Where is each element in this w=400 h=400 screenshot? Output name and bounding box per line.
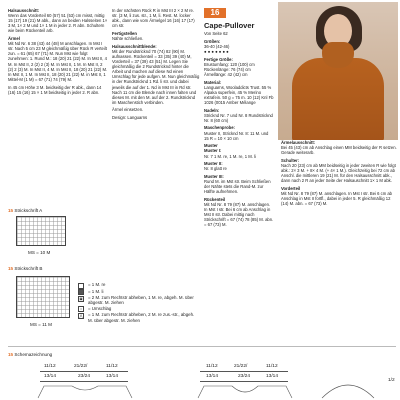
legend-item: ▣ = 2 M. zum Rechtstr abheben, 1 M. re, abgeh. M. über abgestr. M. ziehen [79, 295, 194, 306]
section-finishing: Fertigstellen Nähte schließen. [112, 30, 144, 42]
schema-line [200, 381, 288, 382]
yarn-over-symbol-icon: ○ [79, 307, 83, 312]
legend-item: = 1 M. re [78, 282, 198, 289]
schema-label: 13/14 [44, 374, 57, 379]
schema-label: 11/12 [44, 364, 56, 369]
section-sleeve-cont: In 45 cm Höhe 3 M. beidseitig der R abk., dann 14 (16) 15 (16) 15 × 1 M beidseitig in jeder 2. R abn. [8, 84, 102, 95]
divider [8, 346, 396, 347]
sweater-collar [322, 42, 354, 68]
chart-b-repeat: MS = 11 M [30, 322, 52, 327]
pattern-number: 16 [204, 8, 226, 18]
decrease-symbol-icon: ▣ [79, 296, 83, 301]
schema-label: 21/22/ [74, 364, 88, 369]
schema-label: 11/12 [206, 364, 218, 369]
design-credit: Design: Languarns [112, 115, 148, 121]
front-schema-outline [196, 384, 294, 400]
purl-symbol-icon [78, 289, 84, 295]
chart-a-repeat: MS = 10 M [28, 250, 51, 255]
chart-legend [78, 282, 198, 323]
legend-item: ⋀ = 1 M. zum Rechtstr abheben, 2 M. re zus.-str., abgeh. M. über abgestr. M. ziehen [79, 312, 195, 323]
section-neckline: Halsausschnitt: Wenn das Vorderteil 60 (57) 51 (53) cm misst, mittig 15 (17) 19 (21) M abk., dann an beiden Halsseiten 1× 3 M, 1× 2 M und 1× 1 M in jeder 2. R abn. Schultern wie beim Rückenteil arb. [8, 8, 108, 34]
section-sleeve: Ärmel Mit Nd Nr. 6 38 (43) 44 (48) M anschlagen. In Mst I str. Nach 5 cm 23 M gleichmäßig über Rück R verteilt zun. = 61 (65) 67 (71) M. Nun Mst wie folgt zunehmen: 1. Rund M.: 18 (20) 21 (22) M. In Mst II, 4 M. In Mst II, 2 (2) 2 (3) M. In Mst II, 1 M. In Mst II, 2 (2) 2 (3) M. In Mst II, 4 M. In Mst II, 18 (20) 21 (22) M. In Mst II, 1 M. In Mst II, 18 (20) 21 (22) M. in Mst II, 1 Mittel-M (1 M) = 67 (71) 74 (79) M. [8, 36, 108, 82]
text-column-2: In der nächsten Rück R in Mst III 2 × 2 M re. str. (3 M, li zus. str., 1 M, li. Rest. M. locker abk., dann wie vom Ärmelgel 16 (16) 17 (17) cm str. Fertigstellen Nähte schließen. Halsausschnittblende: Mit der Rundstricknd 70 (74) 82 (90) M. aufnassen. Rückenteil = 33 (35) 39 (40) M, Vorderteil = 37 (39) 43 (51) M. Legen Sie gleichmäßig die 2 Rundstricknd hinter die Arbeit und machen auf diese Nd einen Umschlag für jede aufgen. M. Nun gleichmäßig in der Rundstricknd 1 Rd. li str. und dabei jeweils die auf der 1. Nd in Mst III in Rd str. Nach 11 cm die Blende nach innen falten und dieses M. mit den M. auf der 2. Rundstricknd im Maschenstich verbinden. Ärmel einsetzen. Design: Languarns [112, 8, 200, 121]
schema-label: 13/14 [106, 374, 119, 379]
pattern-title: Cape-Pullover [204, 21, 255, 30]
model-photo [278, 2, 398, 140]
schema-title: 15 Schemazeichnung [8, 352, 53, 357]
text-column-4: Ärmelausschnitt: Bei 45 (43) cm ab Anschlag einen MM beidseitig der R setzen. Gerade weiterarb. Schulter: Nach 20 (23) cm ab MM beidseitig in jeder zweiten R wie folgt abk.: 2× 3 M. + 8× 4 M. (+ 4× 1 M.). Gleichzeitig bei 72 cm ab Anschl. die mittleren 19 (21) M. für den Halsausschnitt abk., dann nach 2 R an jeder Seite der Halsauschnitt 1× 1 M abk. Vorderteil Mit Nd Nr. 8 79 (87) M. anschlagen. In Mst I str. Bei 6 cm ab Anschlag in Mst II fortfl., dabei in jeder 5. R gleichmäßig 12 (14) M. abn. = 67 (73) M. [281, 140, 397, 207]
schema-side-label: 1/2 [388, 378, 395, 383]
schema-line [200, 371, 288, 372]
orange-sweater [292, 58, 384, 140]
text-column-1 [8, 8, 108, 97]
section-neckband: Halsausschnittblende: Mit der Rundstricknd 70 (74) 82 (90) M. aufnassen. Rückenteil = 33 (35) 39 (40) M, Vorderteil = 37 (39) 43 (51) M. Legen Sie gleichmäßig die 2 Rundstricknd hinter die Arbeit und machen auf diese Nd einen Umschlag für jede aufgen. M. Nun gleichmäßig in der Rundstricknd 1 Rd. li str. und dabei jeweils die auf der 1. Nd in Mst III in Rd str. Nach 11 cm die Blende nach innen falten und dieses M. mit den M. auf der 2. Rundstricknd im Maschenstich verbinden. [112, 43, 200, 105]
page-ref: Von Seite 62 [204, 31, 228, 36]
schema-label: 23/24 [238, 374, 251, 379]
back-schema-outline [36, 384, 134, 400]
chart-b-grid [16, 276, 70, 318]
chart-a-title: 15 Strickschrift A [8, 208, 43, 213]
knit-symbol-icon [78, 283, 84, 289]
double-decrease-symbol-icon: ⋀ [79, 313, 83, 318]
schema-label: 23/24 [78, 374, 91, 379]
schema-line [40, 381, 128, 382]
sleeve-schema-outline [318, 378, 378, 400]
schema-label: 11/12 [266, 364, 278, 369]
text-column-3: Von Seite 62 Größen: 36-40 (42-46) ● ● ● ● ● ● ● Fertige Größe: Brustumfang: 120 (100) cm Rückenlänge: 76 (74) cm Ärmellänge: 42 (42) cm Material: Languarns, Wooladdicts Trust. 55 % Alpaka superfein, 45 % Merino extrafein. 50 g = 75 m. 10 (12) Knl Fb 1026 (0015 Amber Mélange Nadeln: Stricknd Nr. 7 und Nr. 8 Rundstricknd Nr. 8 (60 cm) Maschenprobe: Muster II, Stricknd Nr. 8: 11 M. und 15 R = 10 × 10 cm Muster Muster I: Nr. 7 1 M. re, 1 M. re, 1 M. li Muster II: Nr. 8 glatt re Muster III: Rund M. im Mst str. Beim Schließen der Nähte stets die Rand-M. zur Hälfte aufnehmen. Rückenteil Mit Nd Nr. 8 79 (87) M. anschlagen. In Mst I str. Bei 6 cm ab Anschlag in Mst II str. Dabei mittig nach Strickschrift = 67 (74) 78 (85) M. abn. = 67 (73) M. [204, 31, 274, 228]
legend-item: = 1 M. li [78, 289, 198, 296]
size-dots: ● ● ● ● ● ● ● [204, 48, 229, 54]
schema-line [40, 371, 128, 372]
schema-label: 13/14 [206, 374, 219, 379]
chart-a-grid [16, 216, 66, 246]
legend-item: ○ = Umschlag [79, 305, 112, 312]
chart-b-title: 15 Strickschrift B [8, 266, 43, 271]
schema-label: 13/14 [266, 374, 279, 379]
schema-label: 21/22/ [234, 364, 248, 369]
schema-label: 11/12 [106, 364, 118, 369]
